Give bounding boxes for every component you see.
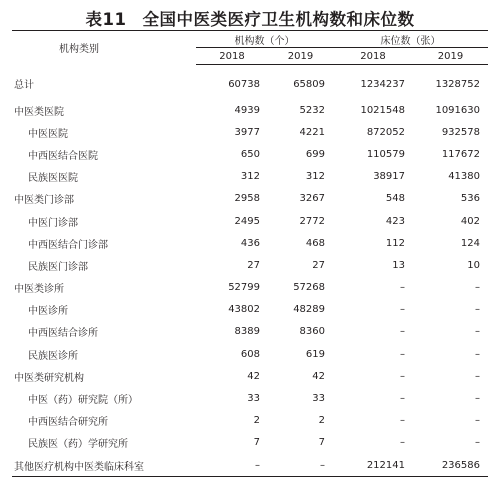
value-cell: – <box>475 282 480 294</box>
value-cell: 2495 <box>234 215 260 227</box>
year-header: 2018 <box>333 48 413 65</box>
value-cell: 27 <box>247 259 260 271</box>
table-row <box>12 321 488 343</box>
value-cell: 402 <box>460 215 480 227</box>
group-header-beds: 床位数（张） <box>333 31 488 48</box>
row-label: 民族医医院 <box>28 173 78 185</box>
value-cell: 2 <box>318 415 325 427</box>
value-cell: 7 <box>318 437 325 449</box>
value-cell: – <box>475 437 480 449</box>
value-cell: 236586 <box>413 454 488 477</box>
value-cell: 608 <box>240 348 260 360</box>
row-label: 总计 <box>14 80 34 92</box>
value-cell: 3977 <box>234 126 260 138</box>
value-cell: 2958 <box>234 193 260 205</box>
value-cell: 10 <box>467 259 480 271</box>
value-cell: 619 <box>305 348 325 360</box>
table-row <box>12 65 488 100</box>
value-cell: 112 <box>385 237 405 249</box>
value-cell: 212141 <box>333 454 413 477</box>
group-header-institutions: 机构数（个） <box>196 31 333 48</box>
row-label: 中医类门诊部 <box>14 195 74 207</box>
table-row <box>12 432 488 454</box>
table-row <box>12 254 488 276</box>
value-cell: 699 <box>305 148 325 160</box>
value-cell: – <box>475 415 480 427</box>
value-cell: 1328752 <box>435 78 480 90</box>
value-cell: 423 <box>385 215 405 227</box>
year-header: 2019 <box>268 48 333 65</box>
value-cell: 1021548 <box>360 104 405 116</box>
value-cell: 536 <box>460 193 480 205</box>
table-row <box>12 210 488 232</box>
value-cell: 110579 <box>366 148 405 160</box>
value-cell: 27 <box>312 259 325 271</box>
value-cell: 41380 <box>448 171 480 183</box>
row-label: 中医类医院 <box>14 106 64 118</box>
value-cell: 7 <box>253 437 260 449</box>
value-cell: 872052 <box>366 126 405 138</box>
value-cell: – <box>400 415 405 427</box>
table-row <box>12 166 488 188</box>
row-label: 中西医结合门诊部 <box>28 239 108 251</box>
value-cell: 436 <box>240 237 260 249</box>
value-cell: – <box>475 370 480 382</box>
value-cell: – <box>400 282 405 294</box>
value-cell: – <box>475 326 480 338</box>
value-cell: 33 <box>247 393 260 405</box>
value-cell: 2 <box>253 415 260 427</box>
row-label: 民族医（药）学研究所 <box>28 439 128 451</box>
row-label: 中医医院 <box>28 128 68 140</box>
value-cell: – <box>475 348 480 360</box>
value-cell: – <box>475 304 480 316</box>
value-cell: 52799 <box>228 282 260 294</box>
value-cell: 42 <box>312 370 325 382</box>
value-cell: 4221 <box>299 126 325 138</box>
year-header: 2018 <box>196 48 268 65</box>
value-cell: 2772 <box>299 215 325 227</box>
value-cell: 468 <box>305 237 325 249</box>
table-number: 表11 <box>85 10 127 29</box>
row-label: 民族医门诊部 <box>28 261 88 273</box>
year-header: 2019 <box>413 48 488 65</box>
value-cell: 48289 <box>293 304 325 316</box>
table-row <box>12 121 488 143</box>
value-cell: 932578 <box>441 126 480 138</box>
value-cell: – <box>400 304 405 316</box>
row-label: 中医类研究机构 <box>14 372 84 384</box>
row-header-cell <box>12 31 196 65</box>
table-body <box>12 65 488 477</box>
table-row <box>12 277 488 299</box>
value-cell: 4939 <box>234 104 260 116</box>
value-cell: 33 <box>312 393 325 405</box>
row-header: 机构类别 <box>59 44 99 56</box>
value-cell: 1091630 <box>435 104 480 116</box>
table-title <box>0 6 500 30</box>
value-cell: – <box>400 393 405 405</box>
row-label: 中医门诊部 <box>28 217 78 229</box>
value-cell: – <box>196 454 268 477</box>
row-label: 中医类诊所 <box>14 284 64 296</box>
value-cell: – <box>400 326 405 338</box>
value-cell: 312 <box>305 171 325 183</box>
table-title-text: 全国中医类医疗卫生机构数和床位数 <box>142 10 415 29</box>
value-cell: – <box>268 454 333 477</box>
table-row <box>12 232 488 254</box>
table-row <box>12 410 488 432</box>
table-row <box>12 343 488 365</box>
table-row <box>12 299 488 321</box>
value-cell: – <box>475 393 480 405</box>
value-cell: 5232 <box>299 104 325 116</box>
value-cell: 42 <box>247 370 260 382</box>
value-cell: – <box>400 370 405 382</box>
row-label: 中西医结合诊所 <box>28 328 98 340</box>
value-cell: 312 <box>240 171 260 183</box>
value-cell: 38917 <box>373 171 405 183</box>
table-row <box>12 387 488 409</box>
table-row <box>12 188 488 210</box>
value-cell: 650 <box>240 148 260 160</box>
value-cell: – <box>400 437 405 449</box>
row-label: 其他医疗机构中医类临床科室 <box>12 454 196 477</box>
table-row <box>12 99 488 121</box>
value-cell: – <box>400 348 405 360</box>
row-label: 中医（药）研究院（所） <box>28 395 138 407</box>
row-label: 中医诊所 <box>28 306 68 318</box>
data-table <box>12 30 488 477</box>
value-cell: 65809 <box>293 78 325 90</box>
table-row <box>12 365 488 387</box>
value-cell: 13 <box>392 259 405 271</box>
row-label: 中西医结合研究所 <box>28 417 108 429</box>
value-cell: 548 <box>385 193 405 205</box>
table-row <box>12 143 488 165</box>
row-label: 中西医结合医院 <box>28 150 98 162</box>
value-cell: 8389 <box>234 326 260 338</box>
value-cell: 60738 <box>228 78 260 90</box>
value-cell: 117672 <box>441 148 480 160</box>
row-label: 民族医诊所 <box>28 350 78 362</box>
value-cell: 3267 <box>299 193 325 205</box>
value-cell: 57268 <box>293 282 325 294</box>
table-row <box>12 454 488 477</box>
value-cell: 43802 <box>228 304 260 316</box>
value-cell: 124 <box>460 237 480 249</box>
value-cell: 8360 <box>299 326 325 338</box>
value-cell: 1234237 <box>360 78 405 90</box>
